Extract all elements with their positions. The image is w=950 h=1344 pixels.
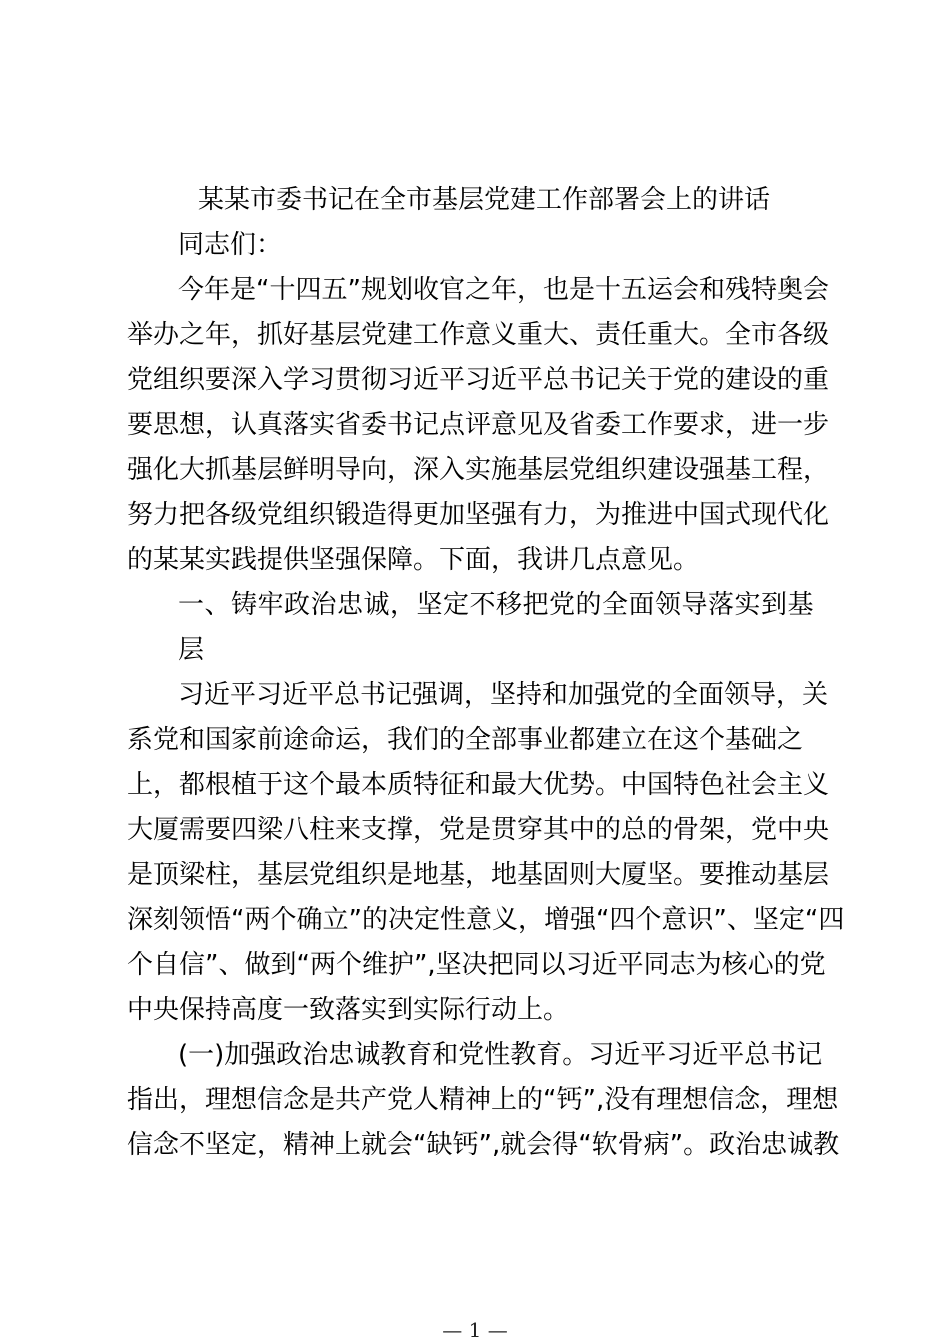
paragraph-line: 上，都根植于这个最本质特征和最大优势。中国特色社会主义	[127, 770, 830, 800]
paragraph-line: (一)加强政治忠诚教育和党性教育。习近平习近平总书记	[178, 1040, 823, 1070]
paragraph-line: 中央保持高度一致落实到实际行动上。	[127, 995, 570, 1025]
paragraph-line: 习近平习近平总书记强调，坚持和加强党的全面领导，关	[178, 680, 829, 710]
section-heading-line: 层	[178, 635, 205, 665]
paragraph-line: 大厦需要四梁八柱来支撑，党是贯穿其中的总的骨架，党中央	[127, 815, 830, 845]
paragraph-line: 努力把各级党组织锻造得更加坚强有力，为推进中国式现代化	[127, 500, 830, 530]
paragraph-line: 要思想，认真落实省委书记点评意见及省委工作要求，进一步	[127, 410, 830, 440]
paragraph-line: 举办之年，抓好基层党建工作意义重大、责任重大。全市各级	[127, 320, 830, 350]
paragraph-line: 个自信”、做到“两个维护”,坚决把同以习近平同志为核心的党	[127, 950, 826, 980]
document-title: 某某市委书记在全市基层党建工作部署会上的讲话	[198, 185, 771, 215]
section-heading-line: 一、铸牢政治忠诚，坚定不移把党的全面领导落实到基	[178, 590, 815, 620]
greeting: 同志们：	[178, 230, 283, 260]
paragraph-line: 信念不坚定，精神上就会“缺钙”,就会得“软骨病”。政治忠诚教	[127, 1130, 840, 1160]
paragraph-line: 党组织要深入学习贯彻习近平习近平总书记关于党的建设的重	[127, 365, 830, 395]
paragraph-line: 今年是“十四五”规划收官之年，也是十五运会和残特奥会	[178, 275, 829, 305]
page-number: — 1 —	[442, 1318, 508, 1342]
paragraph-line: 的某某实践提供坚强保障。下面，我讲几点意见。	[127, 545, 700, 575]
paragraph-line: 强化大抓基层鲜明导向，深入实施基层党组织建设强基工程，	[127, 455, 830, 485]
paragraph-line: 深刻领悟“两个确立”的决定性意义，增强“四个意识”、坚定“四	[127, 905, 845, 935]
paragraph-line: 系党和国家前途命运，我们的全部事业都建立在这个基础之	[127, 725, 804, 755]
paragraph-line: 指出，理想信念是共产党人精神上的“钙”,没有理想信念，理想	[127, 1085, 839, 1115]
paragraph-line: 是顶梁柱，基层党组织是地基，地基固则大厦坚。要推动基层	[127, 860, 830, 890]
